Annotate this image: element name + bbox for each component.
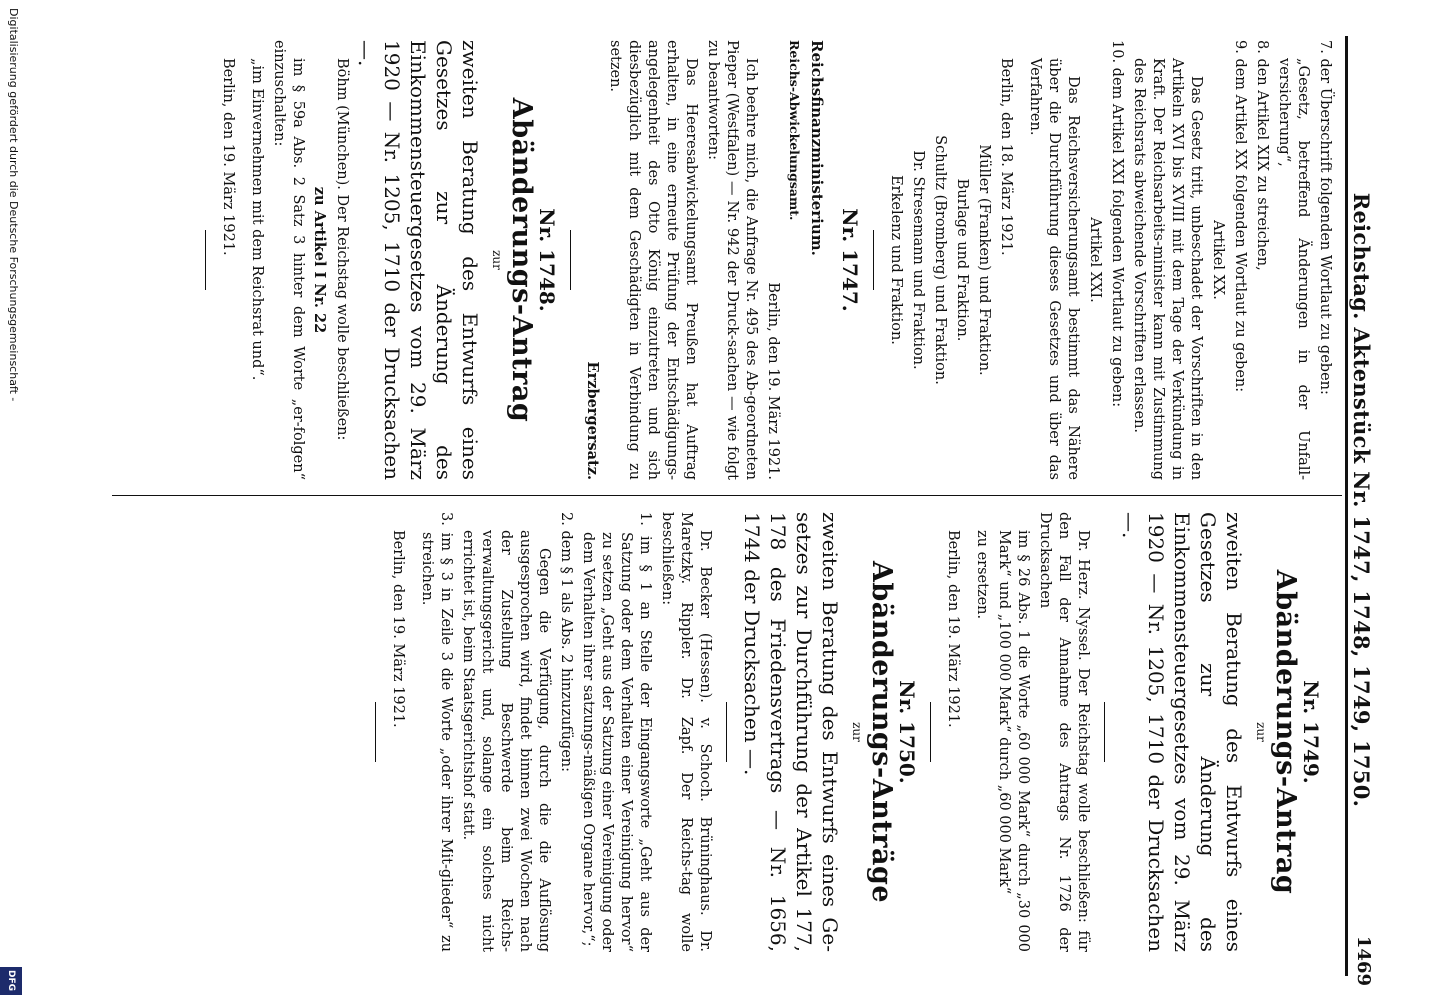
zur-1749: zur bbox=[1254, 722, 1268, 742]
title-1750: Abänderungs-Anträge bbox=[866, 560, 897, 904]
heading-nr-1748: Nr. 1748. bbox=[535, 208, 559, 312]
heading-nr-1749: Nr. 1749. bbox=[1299, 680, 1323, 784]
amendment-item: 9. dem Artikel XX folgenden Wortlaut zu geben: bbox=[1232, 40, 1248, 393]
amendment-item: „Gesetz, betreffend Änderungen in der Unfall-versicherung“, bbox=[1276, 58, 1311, 480]
amendment-item: Schultz (Bromberg) und Fraktion. bbox=[932, 135, 948, 385]
ministry-sub: Reichs-Abwickelungsamt. bbox=[787, 40, 802, 221]
amendment-item: 10. dem Artikel XXI folgenden Wortlaut zu geben: bbox=[1109, 40, 1125, 408]
quote-1748: „im Einvernehmen mit dem Reichsrat und“. bbox=[249, 58, 265, 381]
title-1749: Abänderungs-Antrag bbox=[1270, 569, 1301, 895]
quote-1750: Gegen die Verfügung, durch die die Auflösung ausgesprochen wird, findet binnen zwei Wochen nach der Zustellung Beschwerde beim Reichs-verwaltungsgericht und, solange ein solches nicht errichtet ist, beim Staatsgerichtshof statt. bbox=[460, 530, 552, 952]
column-divider bbox=[112, 495, 1342, 496]
text-1748: im § 59a Abs. 2 Satz 3 hinter dem Worte „er-folgen“ einzuschalten: bbox=[271, 40, 306, 480]
date-1747: Berlin, den 19. März 1921. bbox=[765, 282, 781, 480]
article-1748: zu Artikel I Nr. 22 bbox=[311, 186, 328, 334]
title-1748: Abänderungs-Antrag bbox=[506, 97, 537, 423]
amendment-item: Burlage und Fraktion. bbox=[954, 178, 970, 342]
amendment-item: Erkelenz und Fraktion. bbox=[888, 175, 904, 345]
section-separator bbox=[570, 230, 571, 290]
article-amendments-list bbox=[886, 40, 1334, 480]
section-separator bbox=[1104, 702, 1105, 762]
motion-1748: Böhm (München). Der Reichstag wolle beschließen: bbox=[334, 58, 350, 441]
amendment-item: 7. der Überschrift folgenden Wortlaut zu geben: bbox=[1317, 40, 1333, 395]
page-number: 1469 bbox=[1353, 935, 1374, 986]
signature-1747: Erzbergersatz. bbox=[584, 361, 601, 480]
motion-1749: Dr. Herz. Nyssel. Der Reichstag wolle beschließen: für den Fall der Annahme des Antrags Nr. 1726 der Drucksachen bbox=[1037, 512, 1091, 952]
left-column bbox=[193, 40, 1334, 480]
section-separator bbox=[873, 230, 874, 290]
amendment-item: Artikel XXI. bbox=[1087, 217, 1103, 303]
amendment-item: Das Reichsversicherungsamt bestimmt das Nähere über die Durchführung dieses Gesetzes und über das Verfahren. bbox=[1027, 58, 1081, 480]
header-title: Reichstag. Aktenstück Nr. 1747, 1748, 1749, 1750. bbox=[1349, 192, 1374, 808]
tail-1749: zu ersetzen. bbox=[974, 530, 990, 620]
item-1750-1: 1. im § 1 an Stelle der Eingangsworte „Geht aus der Satzung oder dem Verhalten einer Vereinigung hervor“ zu setzen „Geht aus der Satzung einer Vereinigung oder dem Verhalten ihrer satzungs-mäßigen Organe hervor,“; bbox=[580, 512, 653, 952]
heading-nr-1747: Nr. 1747. bbox=[838, 208, 862, 312]
motion-1750: Dr. Becker (Hessen). v. Schoch. Brüninghaus. Dr. Maretzky. Rippler. Dr. Zapf. Der Reichs-tag wolle beschließen: bbox=[659, 512, 713, 952]
lead-1748: zweiten Beratung des Entwurfs eines Gesetzes zur Änderung des Einkommensteuergesetzes vom 29. März 1920 — Nr. 1205, 1710 der Drucksachen —. bbox=[354, 40, 482, 480]
date-1750: Berlin, den 19. März 1921. bbox=[390, 530, 406, 728]
section-separator bbox=[726, 702, 727, 762]
zur-1748: zur bbox=[490, 250, 504, 270]
lead-1749: zweiten Beratung des Entwurfs eines Gesetzes zur Änderung des Einkommensteuergesetzes vom 29. März 1920 — Nr. 1205, 1710 der Drucksachen —. bbox=[1118, 512, 1246, 952]
date-1748: Berlin, den 19. März 1921. bbox=[220, 58, 236, 256]
right-column bbox=[363, 512, 1334, 952]
zur-1750: zur bbox=[850, 722, 864, 742]
amendment-item: Berlin, den 18. März 1921. bbox=[998, 58, 1014, 256]
amendment-item: 8. den Artikel XIX zu streichen, bbox=[1254, 40, 1270, 271]
lead-1750: zweiten Beratung des Entwurfs eines Ge-setzes zur Durchführung der Artikel 177, 178 des Friedensvertrags — Nr. 1656, 1744 der Drucksachen —. bbox=[740, 512, 842, 952]
page-header bbox=[1338, 0, 1374, 1000]
amendment-item: Müller (Franken) und Fraktion. bbox=[976, 144, 992, 376]
credit-strip bbox=[0, 0, 22, 1000]
credit-text: Digitalisierung gefördert durch die Deutsche Forschungsgemeinschaft - bbox=[7, 8, 20, 402]
body-1747-p1: Ich beehre mich, die Anfrage Nr. 495 des Ab-geordneten Pieper (Westfalen) — Nr. 942 der Druck-sachen — wie folgt zu beantworten: bbox=[705, 40, 759, 480]
text-1749: im § 26 Abs. 1 die Worte „60 000 Mark“ durch „30 000 Mark“ und „100 000 Mark“ durch „60 000 Mark“ bbox=[996, 530, 1031, 952]
section-separator bbox=[930, 702, 931, 762]
amendment-item: Das Gesetz tritt, unbeschadet der Vorschriften in den Artikeln XVI bis XVIII mit dem Tage der Verkündung in Kraft. Der Reichsarbeits-minister kann mit Zustimmung des Reichsrats abweichende Vorschriften erlassen. bbox=[1131, 58, 1204, 480]
header-rule bbox=[1345, 36, 1348, 976]
section-separator bbox=[375, 702, 376, 762]
item-1750-3: 3. im § 3 in Zeile 3 die Worte „oder ihrer Mit-glieder“ zu streichen. bbox=[419, 512, 454, 952]
heading-nr-1750: Nr. 1750. bbox=[895, 680, 919, 784]
section-separator bbox=[205, 230, 206, 290]
body-1747-p2: Das Heeresabwickelungsamt Preußen hat Auftrag erhalten, in eine erneute Prüfung der Entschädigungs-angelegenheit des Otto König einzutreten und sich diesbezüglich mit dem Geschädigten in Verbindung zu setzen. bbox=[607, 40, 699, 480]
amendment-item: Artikel XX. bbox=[1210, 220, 1226, 300]
ministry-name: Reichsfinanzministerium. bbox=[808, 40, 826, 256]
item-1750-2: 2. dem § 1 als Abs. 2 hinzuzufügen: bbox=[558, 512, 574, 773]
amendment-item: Dr. Stresemann und Fraktion. bbox=[910, 150, 926, 370]
date-1749: Berlin, den 19. März 1921. bbox=[945, 530, 961, 728]
dfg-logo-icon: DFG bbox=[0, 967, 22, 995]
